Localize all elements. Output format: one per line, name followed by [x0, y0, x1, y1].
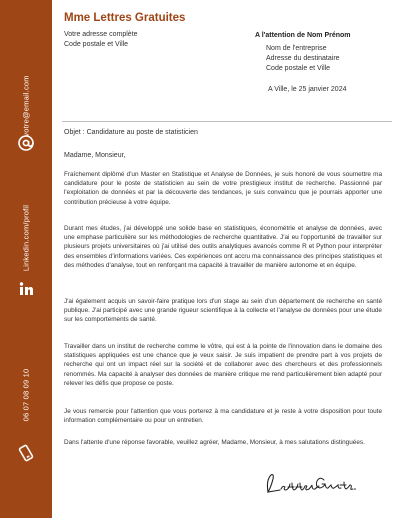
paragraph-2: Durant mes études, j'ai développé une solide base en statistiques, économétrie et analyse de données, avec une emphase particulière sur les méthodologies de recherche quantitative. J'ai eu l'opportunité de travailler sur plusieurs projets universitaires où j'ai utilisé des outils analytiques avancés comme R et Python pour interpréter des ensembles d'informations variées. Ces expériences ont accru ma connaissance des principes statistiques et des méthodes d'analyse, tout en renforçant ma capacité à travailler de manière autonome et en équipe.	[64, 225, 382, 269]
phone-icon	[17, 444, 35, 462]
recipient-company: Nom de l'entreprise	[266, 45, 327, 52]
linkedin-icon	[17, 280, 35, 298]
paragraph-3: J'ai également acquis un savoir-faire pratique lors d'un stage au sein d'un département de recherche en santé publique. J'ai participé avec une grande rigueur scientifique à la collecte et l'analyse de données pour une étude sur les comportements de santé.	[64, 298, 382, 324]
recipient-city: Code postale et Ville	[266, 65, 331, 72]
sender-name: Mme Lettres Gratuites	[64, 12, 186, 24]
recipient-address: Adresse du destinataire	[266, 55, 340, 62]
at-icon	[17, 134, 35, 152]
paragraph-4: Travailler dans un institut de recherche comme le vôtre, qui est à la pointe de l'innovation dans le domaine des statistiques appliquées est une chance que je veux saisir. Je suis impatient de prendre part à vos projets de recherche qui ont un impact réel sur la société et de collaborer avec des chercheurs et des professionnels renommés. Ma capacité à analyser des données de manière critique me rend particulièrement bien adapté pour relever les défis que propose ce poste.	[64, 343, 382, 387]
sidebar	[0, 0, 52, 518]
signature-image	[262, 470, 358, 498]
letter-date: A Ville, le 25 janvier 2024	[268, 86, 347, 93]
recipient-attention: A l'attention de Nom Prénom	[255, 32, 351, 39]
sender-address: Votre adresse complète	[64, 31, 138, 38]
divider	[62, 121, 392, 122]
paragraph-5: Je vous remercie pour l'attention que vous porterez à ma candidature et je reste à votre disposition pour toute information complémentaire ou pour un entretien.	[64, 408, 382, 425]
paragraph-1: Fraîchement diplômé d'un Master en Statistique et Analyse de Données, je suis honoré de vous soumettre ma candidature pour le poste de statisticien au sein de votre prestigieux institut de recherche. Passionné par l'exploitation de données et par la découverte des tendances, je suis convaincu que je pourrais apporter une contribution précieuse à votre équipe.	[64, 171, 382, 206]
sender-city: Code postale et Ville	[64, 41, 129, 48]
letter-object: Objet : Candidature au poste de statisticien	[64, 129, 198, 136]
sidebar-linkedin[interactable]: Linkedin.com/profil	[21, 204, 31, 272]
salutation: Madame, Monsieur,	[64, 152, 126, 159]
sidebar-phone[interactable]: 06 07 08 09 10	[21, 368, 31, 422]
paragraph-6: Dans l'attente d'une réponse favorable, veuillez agréer, Madame, Monsieur, à mes salutations distinguées.	[64, 439, 365, 446]
sidebar-email[interactable]: votre@email.com	[21, 75, 31, 137]
